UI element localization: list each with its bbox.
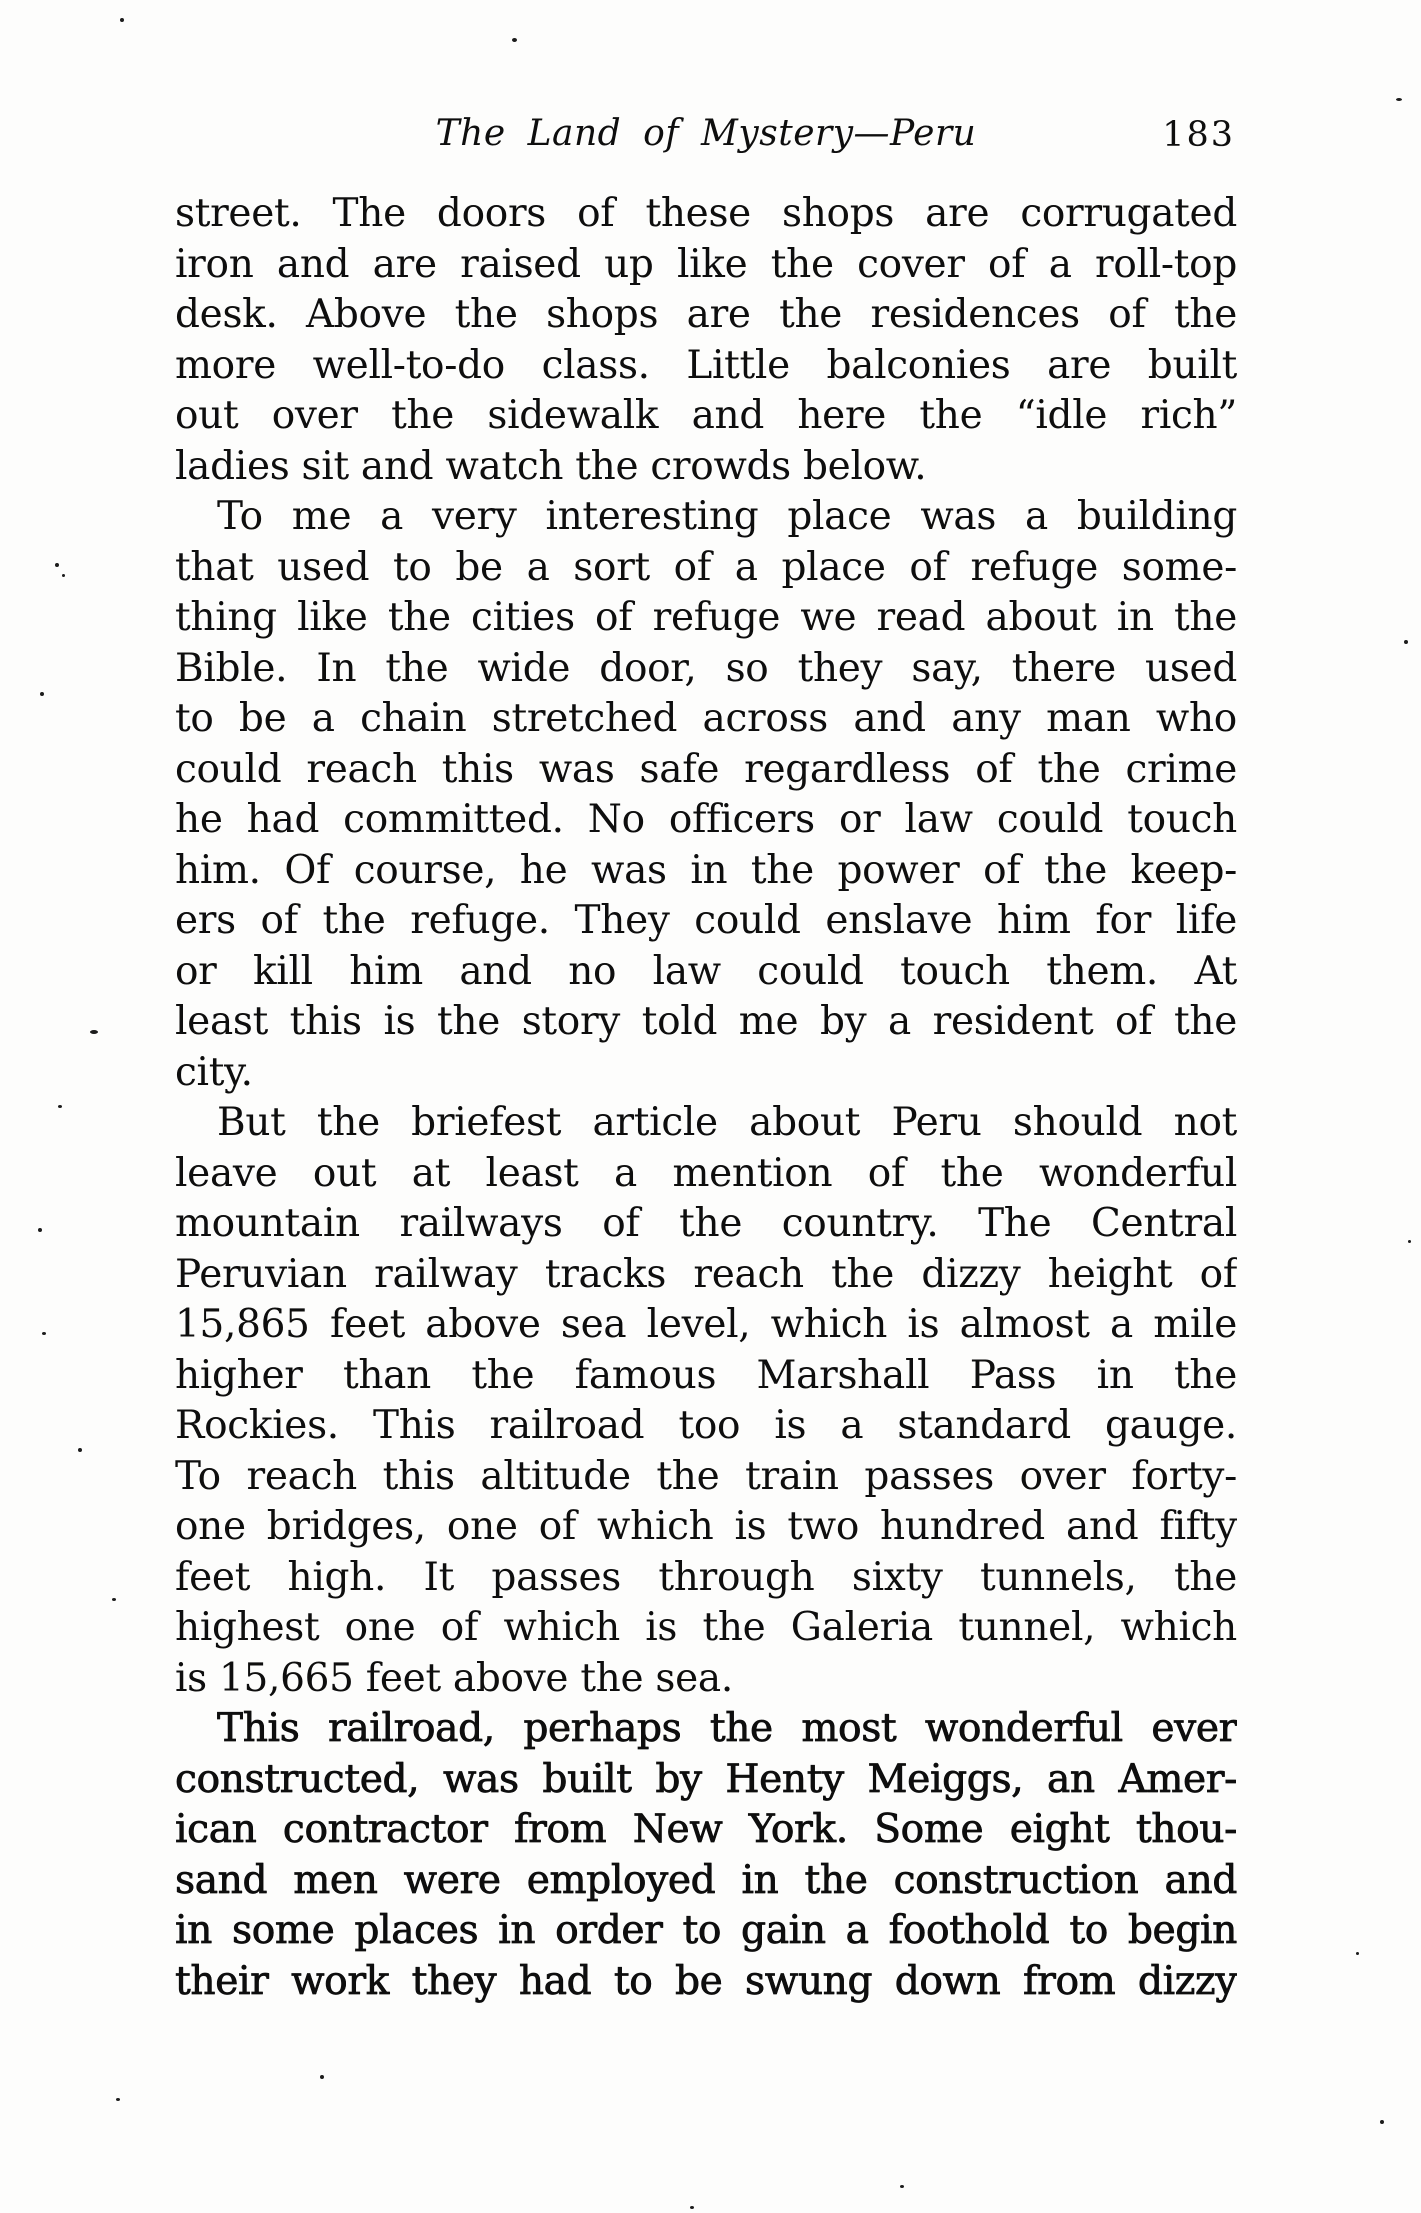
text-line: feet high. It passes through sixty tunnels, the	[175, 1554, 1237, 1600]
text-line: But the briefest article about Peru should not	[217, 1100, 1237, 1145]
text-line: highest one of which is the Galeria tunnel, which	[175, 1605, 1237, 1650]
scan-speck	[116, 2098, 120, 2101]
text-line: Peruvian railway tracks reach the dizzy height of	[175, 1251, 1237, 1297]
scan-speck	[55, 563, 59, 567]
scan-speck	[1356, 1952, 1359, 1955]
running-title: The Land of Mystery—Peru	[435, 113, 977, 154]
page-header	[175, 110, 1237, 160]
text-line: This railroad, perhaps the most wonderful ever	[217, 1706, 1237, 1751]
scan-speck	[42, 1332, 46, 1335]
text-line: ers of the refuge. They could enslave him for life	[175, 898, 1237, 943]
paragraph	[175, 1098, 1237, 1704]
paragraph	[175, 492, 1237, 1098]
scan-speck	[690, 2206, 694, 2209]
text-line: To reach this altitude the train passes over forty-	[175, 1453, 1237, 1499]
page-number: 183	[1162, 115, 1235, 155]
text-line: could reach this was safe regardless of the crime	[175, 746, 1237, 792]
text-line: is 15,665 feet above the sea.	[175, 1655, 733, 1701]
text-line: to be a chain stretched across and any man who	[175, 696, 1237, 741]
scan-speck	[38, 1228, 42, 1232]
text-line: him. Of course, he was in the power of the keep-	[175, 847, 1237, 893]
scan-speck	[62, 574, 65, 577]
text-line: city.	[175, 1049, 253, 1095]
scan-speck	[900, 2185, 904, 2188]
scan-speck	[1404, 640, 1408, 644]
text-line: more well-to-do class. Little balconies are built	[175, 342, 1237, 388]
text-line: ladies sit and watch the crowds below.	[175, 443, 927, 489]
text-line: or kill him and no law could touch them. At	[175, 948, 1237, 994]
text-line: thing like the cities of refuge we read about in the	[175, 595, 1237, 640]
paragraph	[175, 189, 1237, 492]
scan-speck	[78, 1448, 82, 1452]
text-line: leave out at least a mention of the wonderful	[175, 1150, 1237, 1196]
text-line: in some places in order to gain a foothold to begin	[175, 1908, 1237, 1953]
text-line: mountain railways of the country. The Central	[175, 1201, 1237, 1246]
text-line: desk. Above the shops are the residences of the	[175, 292, 1237, 337]
text-line: that used to be a sort of a place of refuge some-	[175, 544, 1237, 590]
text-line: street. The doors of these shops are corrugated	[175, 191, 1237, 236]
scan-speck	[1380, 2120, 1384, 2124]
paragraph	[175, 1704, 1237, 2007]
scan-speck	[1408, 1240, 1411, 1243]
page-body	[175, 189, 1237, 2007]
text-line: ican contractor from New York. Some eight thou-	[175, 1807, 1237, 1852]
text-line: higher than the famous Marshall Pass in the	[175, 1352, 1237, 1398]
scan-speck	[1396, 98, 1402, 101]
text-line: To me a very interesting place was a building	[217, 494, 1237, 539]
scan-speck	[40, 692, 44, 696]
scan-speck	[120, 18, 124, 22]
text-line: Rockies. This railroad too is a standard gauge.	[175, 1403, 1237, 1448]
scan-speck	[112, 1598, 116, 1601]
text-line: sand men were employed in the construction and	[175, 1857, 1237, 1903]
text-line: their work they had to be swung down from dizzy	[175, 1958, 1237, 2004]
scan-speck	[512, 38, 517, 42]
text-line: out over the sidewalk and here the “idle rich”	[175, 393, 1237, 438]
text-line: least this is the story told me by a resident of the	[175, 999, 1237, 1044]
text-line: he had committed. No officers or law could touch	[175, 797, 1237, 842]
scan-speck	[90, 1030, 98, 1034]
text-line: Bible. In the wide door, so they say, there used	[175, 645, 1237, 691]
scan-speck	[58, 1105, 62, 1108]
text-line: 15,865 feet above sea level, which is almost a mile	[175, 1302, 1237, 1347]
text-line: iron and are raised up like the cover of a roll-top	[175, 241, 1237, 287]
text-line: one bridges, one of which is two hundred and fifty	[175, 1504, 1237, 1549]
scan-speck	[320, 2075, 324, 2079]
text-line: constructed, was built by Henty Meiggs, an Amer-	[175, 1756, 1237, 1802]
